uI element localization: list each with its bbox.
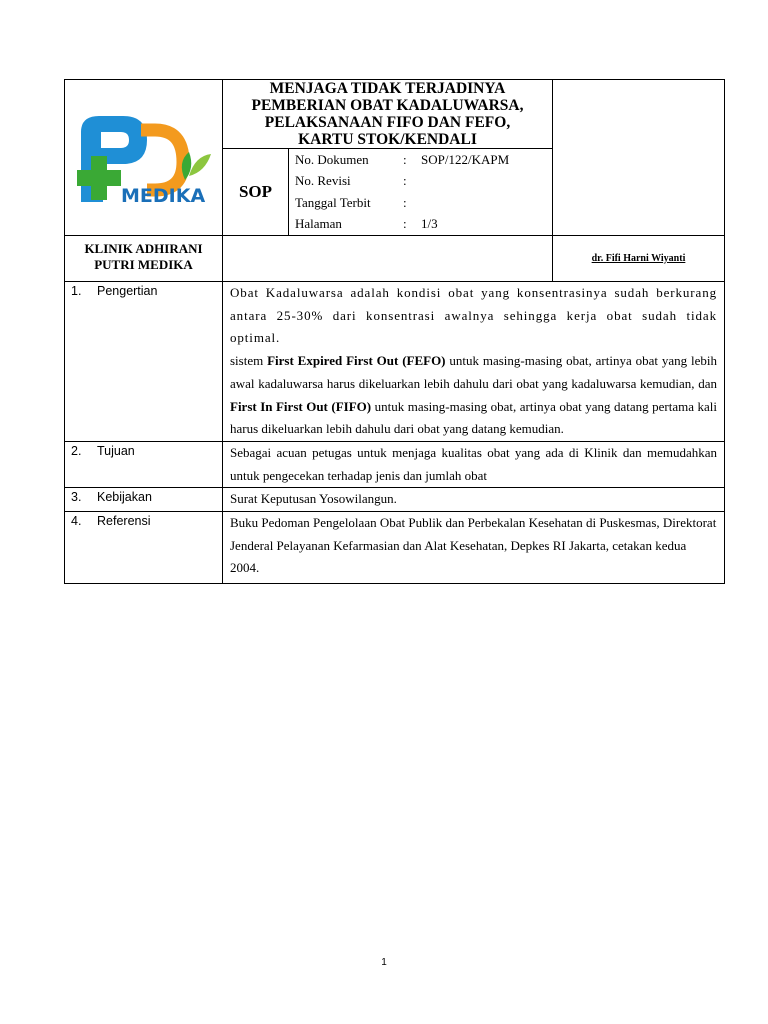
definition-paragraph: Obat Kadaluwarsa adalah kondisi obat yang konsentrasinya sudah berkurang antara 25-30% dari konsentrasi awalnya sehingga kerja obat sudah tidak optimal. [230,285,717,346]
empty-header-cell [553,80,725,236]
title-line-4: KARTU STOK/KENDALI [298,131,477,148]
separator: : [403,151,407,167]
document-info [289,149,553,236]
fefo-term: First Expired First Out (FEFO) [267,353,446,369]
title-line-1: MENJAGA TIDAK TERJADINYA [269,80,506,97]
page-label: Halaman [295,216,342,232]
clinic-name [65,236,223,282]
section-title: Kebijakan [97,490,152,505]
clinic-name-line-1: KLINIK ADHIRANI [84,241,203,256]
signer-name: dr. Fifi Harni Wiyanti [553,236,725,282]
title-line-3: PELAKSANAAN FIFO DAN FEFO, [264,114,511,131]
section-number: 3. [71,490,82,505]
doc-number-value: SOP/122/KAPM [421,151,510,167]
section-body-tujuan: Sebagai acuan petugas untuk menjaga kualitas obat yang ada di Klinik dan memudahkan untuk pengecekan terhadap jenis dan jumlah obat [223,441,725,487]
section-label-pengertian [65,282,223,442]
text-span: sistem [230,353,268,369]
section-number: 4. [71,514,82,529]
section-title: Referensi [97,514,151,529]
section-body-pengertian [223,282,725,442]
text-span: untuk masing-masing obat, artinya obat yang lebih awal kadaluwarsa harus dikeluarkan lebih dahulu dari obat yang kadaluwarsa kemudian, dan [230,353,717,391]
separator: : [403,194,407,210]
sop-label: SOP [223,149,289,236]
section-title: Pengertian [97,284,158,298]
doc-info-row [289,149,552,171]
fefo-fifo-paragraph [230,350,717,441]
section-body-referensi: Buku Pedoman Pengelolaan Obat Publik dan Perbekalan Kesehatan di Puskesmas, Direktorat Jenderal Pelayanan Kefarmasian dan Alat Kesehatan, Depkes RI Jakarta, cetakan kedua 2004. [223,512,725,584]
section-number: 1. [71,284,82,298]
issue-date-label: Tanggal Terbit [295,194,371,210]
empty-middle-cell [223,236,553,282]
separator: : [403,173,407,189]
doc-info-row [289,192,552,214]
section-body-kebijakan: Surat Keputusan Yosowilangun. [223,488,725,512]
page-number: 1 [381,957,387,968]
text-span: untuk masing-masing obat, artinya obat yang datang pertama kali harus dikeluarkan lebih dahulu dari obat yang datang kemudian. [230,398,718,437]
doc-info-row [289,171,552,193]
clinic-name-line-2: PUTRI MEDIKA [94,257,193,272]
medika-logo [71,110,217,210]
doc-info-row [289,214,552,236]
page-value: 1/3 [421,216,438,232]
section-label-kebijakan [65,488,223,512]
document-title [223,80,553,149]
logo-text: MEDIKA [121,185,206,207]
fifo-term: First In First Out (FIFO) [230,398,372,414]
sop-header-table [64,79,725,584]
separator: : [403,216,407,232]
section-title: Tujuan [97,443,135,458]
revision-label: No. Revisi [295,173,351,189]
logo-cell [65,80,223,236]
section-label-tujuan [65,441,223,487]
title-line-2: PEMBERIAN OBAT KADALUWARSA, [251,97,524,114]
doc-number-label: No. Dokumen [295,151,369,167]
section-label-referensi [65,512,223,584]
section-number: 2. [71,443,82,458]
